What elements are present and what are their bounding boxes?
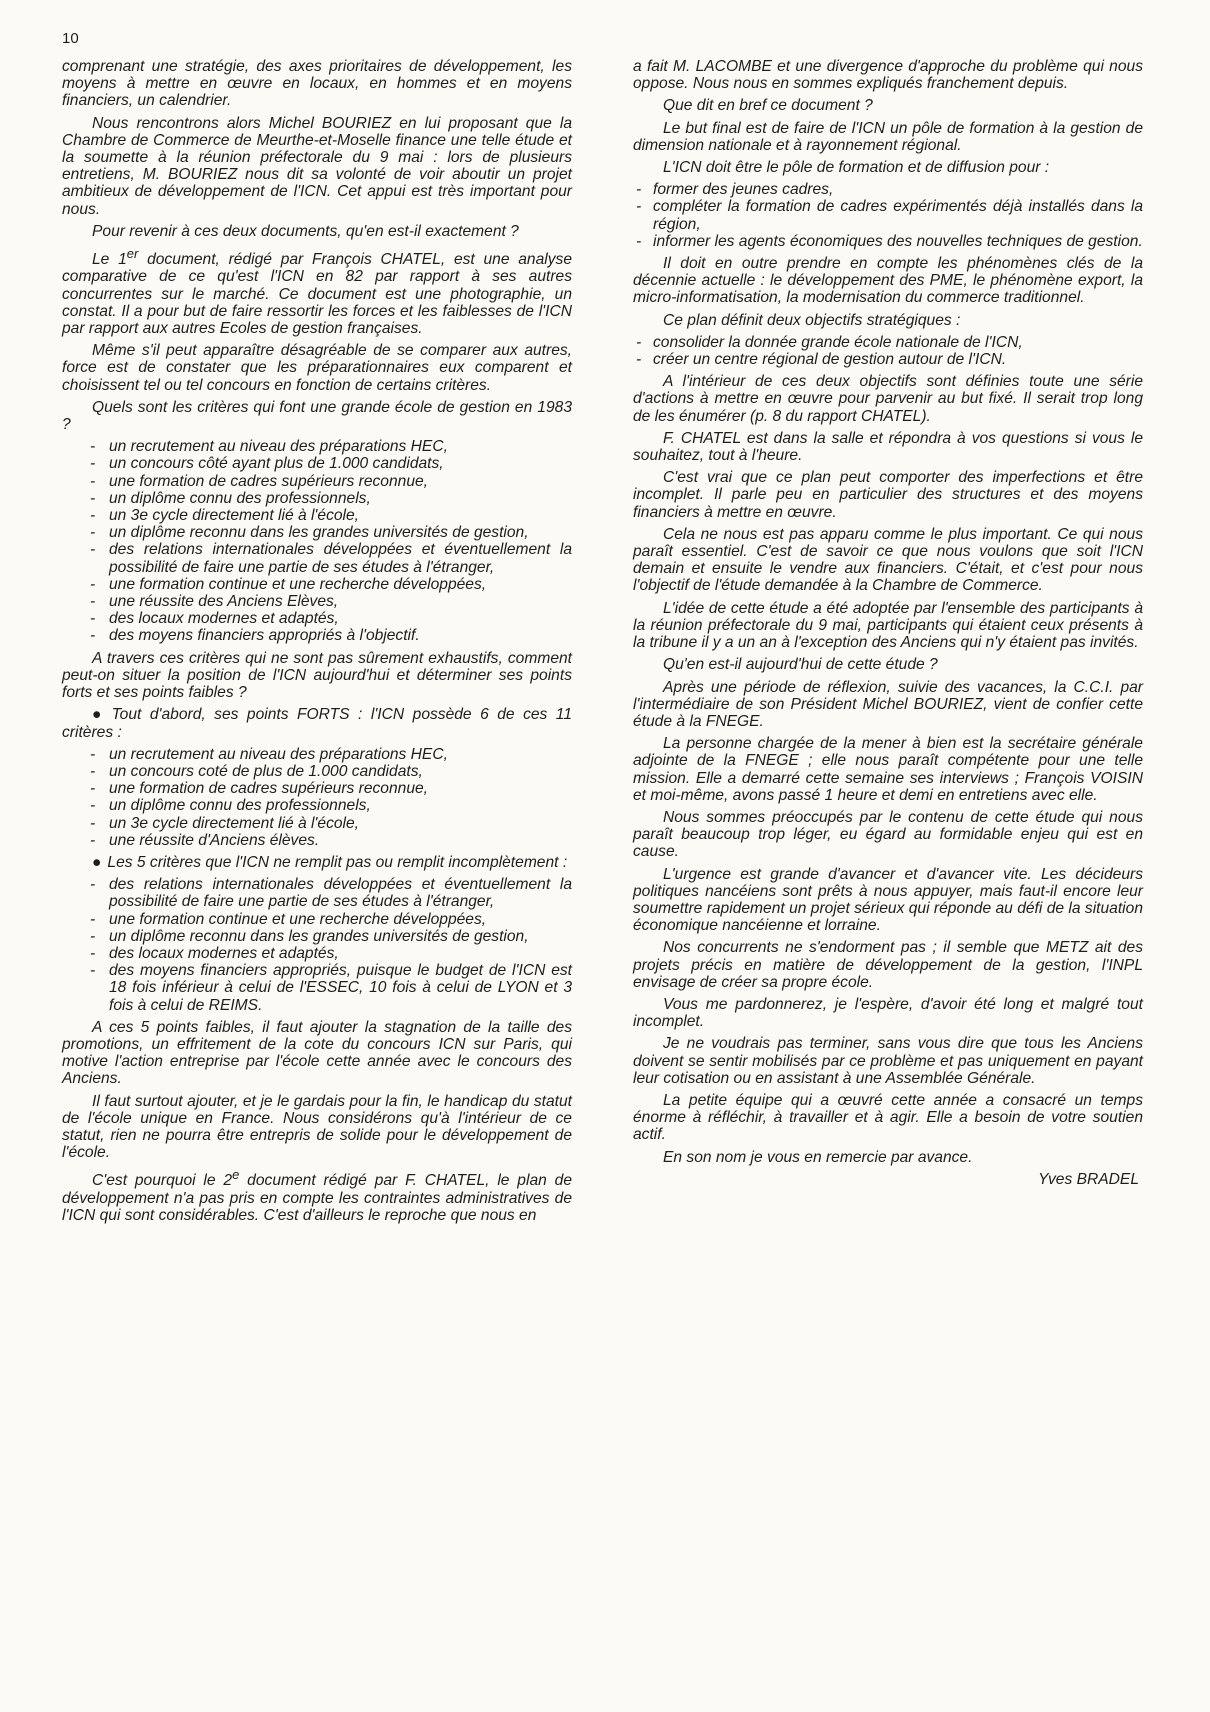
paragraph: La petite équipe qui a œuvré cette année a consacré un temps énorme à réfléchir, à travailler et à agir. Elle a besoin de votre soutien actif. (633, 1091, 1143, 1144)
objectives-list (633, 334, 1143, 368)
text-run: Tout d'abord, ses points FORTS : l'ICN possède 6 de ces 11 critères : (62, 706, 572, 741)
list-item: - une formation de cadres supérieurs reconnue, (62, 780, 572, 797)
superscript: er (126, 246, 139, 262)
paragraph: Le but final est de faire de l'ICN un pôle de formation à la gestion de dimension nationale et à rayonnement régional. (633, 119, 1143, 154)
list-item: - une formation continue et une recherche développées, (62, 576, 572, 593)
paragraph: comprenant une stratégie, des axes prioritaires de développement, les moyens à mettre en œuvre en locaux, en hommes et en moyens financiers, un calendrier. (62, 58, 572, 110)
paragraph (62, 1166, 572, 1224)
weaknesses-list (62, 876, 572, 1014)
bullet-icon: ● (92, 853, 102, 871)
paragraph: Nous rencontrons alors Michel BOURIEZ en lui proposant que la Chambre de Commerce de Meurthe-et-Moselle finance une telle étude et la soumette à la réunion préfectorale du 9 mai : lors de plusieurs entretiens, M. BOURIEZ nous dit sa volonté de voir aboutir un projet ambitieux de développement de l'ICN. Cet appui est très important pour nous. (62, 114, 572, 218)
signature: Yves BRADEL (1038, 1170, 1139, 1188)
strengths-list (62, 746, 572, 849)
paragraph: Même s'il peut apparaître désagréable de se comparer aux autres, force est de constater que les préparationnaires eux comparent et choisissent tel ou tel concours en fonction de certains critères. (62, 342, 572, 394)
paragraph: A ces 5 points faibles, il faut ajouter la stagnation de la taille des promotions, un effritement de la cote du concours ICN sur Paris, qui motive l'action entreprise par l'école cette année avec le concours des Anciens. (62, 1018, 572, 1088)
list-item: - un concours coté de plus de 1.000 candidats, (62, 763, 572, 780)
list-item: - des moyens financiers appropriés à l'objectif. (62, 627, 572, 644)
paragraph: Après une période de réflexion, suivie des vacances, la C.C.I. par l'intermédiaire de son Président Michel BOURIEZ, vient de confier cette étude à la FNEGE. (633, 678, 1143, 730)
right-column (633, 58, 1143, 1193)
bullet-icon: ● (92, 706, 106, 724)
list-item: - un recrutement au niveau des préparations HEC, (62, 746, 572, 763)
paragraph: a fait M. LACOMBE et une divergence d'approche du problème qui nous oppose. Nous nous en sommes expliqués franchement depuis. (633, 58, 1143, 93)
list-item: - compléter la formation de cadres expérimentés déjà installés dans la région, (633, 198, 1143, 232)
list-item: - une formation de cadres supérieurs reconnue, (62, 473, 572, 490)
paragraph: A l'intérieur de ces deux objectifs sont définies toute une série d'actions à mettre en œuvre pour parvenir au but fixé. Il serait trop long de les énumérer (p. 8 du rapport CHATEL). (633, 373, 1143, 425)
left-column (62, 58, 572, 1229)
criteria-list (62, 438, 572, 644)
paragraph: Nos concurrents ne s'endorment pas ; il semble que METZ ait des projets précis en matière de développement de la gestion, l'INPL envisage de créer sa propre école. (633, 939, 1143, 991)
list-item: - un diplôme reconnu dans les grandes universités de gestion, (62, 524, 572, 541)
text-run: document rédigé par F. CHATEL, le plan de développement n'a pas pris en compte les contraintes administratives de l'ICN qui sont considérables. C'est d'ailleurs le reproche que nous en (62, 1172, 572, 1224)
paragraph: L'ICN doit être le pôle de formation et de diffusion pour : (663, 159, 1050, 177)
superscript: e (232, 1167, 240, 1183)
list-item: - une réussite d'Anciens élèves. (62, 832, 572, 849)
paragraph: Il doit en outre prendre en compte les phénomènes clés de la décennie actuelle : le développement des PME, le phénomène export, la micro-informatisation, la modernisation du commerce traditionnel. (633, 255, 1143, 307)
paragraph: Je ne voudrais pas terminer, sans vous dire que tous les Anciens doivent se sentir mobilisés par ce problème et pas uniquement en payant leur cotisation ou en assistant à une Assemblée Générale. (633, 1035, 1143, 1087)
paragraph: Quels sont les critères qui font une grande école de gestion en 1983 ? (62, 398, 572, 434)
paragraph: A travers ces critères qui ne sont pas sûrement exhaustifs, comment peut-on situer la position de l'ICN aujourd'hui et déterminer ses points forts et ses points faibles ? (62, 649, 572, 702)
paragraph: En son nom je vous en remercie par avance. (663, 1148, 973, 1166)
list-item: - un recrutement au niveau des préparations HEC, (62, 438, 572, 455)
paragraph (62, 706, 572, 740)
list-item: - un diplôme connu des professionnels, (62, 490, 572, 507)
list-item: - des relations internationales développées et éventuellement la possibilité de faire une partie de ses études à l'étranger, (62, 876, 572, 910)
paragraph: Qu'en est-il aujourd'hui de cette étude ? (663, 656, 938, 674)
list-item: - créer un centre régional de gestion autour de l'ICN. (633, 351, 1143, 368)
list-item: - des locaux modernes et adaptés, (62, 945, 572, 962)
list-item: - des moyens financiers appropriés, puisque le budget de l'ICN est 18 fois inférieur à celui de l'ESSEC, 10 fois à celui de LYON et 3 fois à celui de REIMS. (62, 962, 572, 1014)
paragraph: Vous me pardonnerez, je l'espère, d'avoir été long et malgré tout incomplet. (633, 995, 1143, 1031)
list-item: - informer les agents économiques des nouvelles techniques de gestion. (633, 233, 1143, 250)
text-run: C'est pourquoi le 2 (92, 1172, 233, 1190)
paragraph (62, 245, 572, 337)
list-item: - une réussite des Anciens Elèves, (62, 593, 572, 610)
list-item: - un 3e cycle directement lié à l'école, (62, 815, 572, 832)
list-item: - des relations internationales développées et éventuellement la possibilité de faire une partie de ses études à l'étranger, (62, 541, 572, 575)
paragraph: L'urgence est grande d'avancer et d'avancer vite. Les décideurs politiques nancéiens sont prêts à nous appuyer, mais faut-il encore leur soumettre rapidement un projet sérieux qui réponde au défi de la situation économique nancéienne et lorraine. (633, 865, 1143, 935)
paragraph: Que dit en bref ce document ? (663, 97, 873, 115)
paragraph: F. CHATEL est dans la salle et répondra à vos questions si vous le souhaitez, tout à l'heure. (633, 429, 1143, 465)
paragraph: C'est vrai que ce plan peut comporter des imperfections et être incomplet. Il parle peu en particulier des structures et des moyens financiers à mettre en œuvre. (633, 469, 1143, 521)
list-item: - un 3e cycle directement lié à l'école, (62, 507, 572, 524)
paragraph: Il faut surtout ajouter, et je le gardais pour la fin, le handicap du statut de l'école unique en France. Nous considérons qu'à l'intérieur de ce statut, rien ne pourra être entrepris de solide pour le développement de l'école. (62, 1092, 572, 1162)
list-item: - des locaux modernes et adaptés, (62, 610, 572, 627)
list-item: - former des jeunes cadres, (633, 181, 1143, 198)
text-run: Le 1 (92, 251, 127, 269)
paragraph (62, 854, 572, 871)
text-run: document, rédigé par François CHATEL, est une analyse comparative de ce qu'est l'ICN en 82 par rapport à ses autres concurrentes sur le marché. Ce document est une photographie, un constat. Il a pour but de faire ressortir les forces et les faiblesses de l'ICN par rapport aux autres Ecoles de gestion françaises. (62, 251, 572, 338)
paragraph: Cela ne nous est pas apparu comme le plus important. Ce qui nous paraît essentiel. C'est de savoir ce que nous voulons que soit l'ICN demain et ensuite le vendre aux financiers. C'était, et c'est pour nous l'objectif de l'étude demandée à la Chambre de Commerce. (633, 525, 1143, 595)
paragraph: Pour revenir à ces deux documents, qu'en est-il exactement ? (92, 222, 519, 240)
text-run: Les 5 critères que l'ICN ne remplit pas ou remplit incomplètement : (107, 853, 568, 871)
page-number: 10 (62, 30, 79, 47)
paragraph: Nous sommes préoccupés par le contenu de cette étude qui nous paraît beaucoup trop léger, eu égard au formidable enjeu qui est en cause. (633, 808, 1143, 861)
list-item: - un diplôme connu des professionnels, (62, 797, 572, 814)
paragraph: Ce plan définit deux objectifs stratégiques : (663, 311, 961, 329)
paragraph: La personne chargée de la mener à bien est la secrétaire générale adjointe de la FNEGE ; elle nous paraît compétente pour une telle mission. Elle a demarré cette semaine ses interviews ; François VOISIN et moi-même, avons passé 1 heure et demi en entretiens avec elle. (633, 735, 1143, 804)
list-item: - consolider la donnée grande école nationale de l'ICN, (633, 334, 1143, 351)
list-item: - un concours côté ayant plus de 1.000 candidats, (62, 455, 572, 472)
goals-list (633, 181, 1143, 250)
paragraph: L'idée de cette étude a été adoptée par l'ensemble des participants à la réunion préfectorale du 9 mai, participants qui étaient ceux présents à la tribune il y a un an à l'exception des Anciens qui n'y étaient pas invités. (633, 599, 1143, 652)
list-item: - une formation continue et une recherche développées, (62, 911, 572, 928)
list-item: - un diplôme reconnu dans les grandes universités de gestion, (62, 928, 572, 945)
